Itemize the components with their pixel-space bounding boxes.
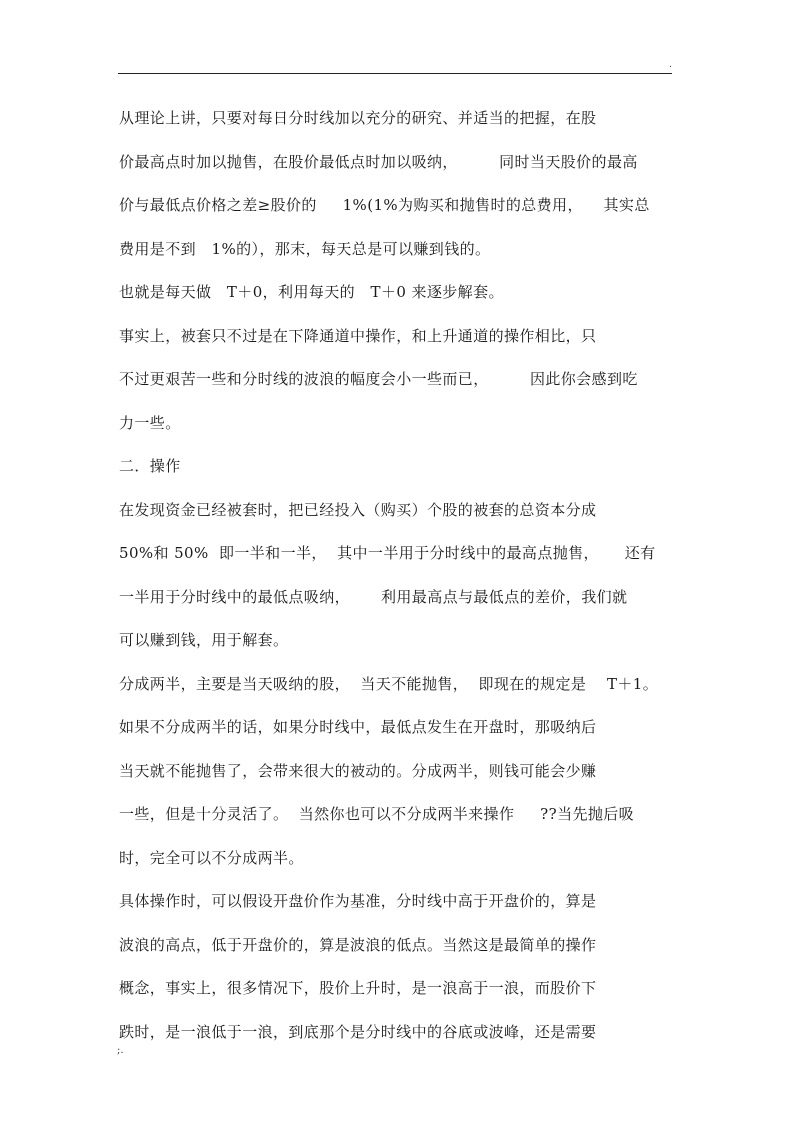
paragraph-line: 具体操作时，可以假设开盘价作为基准，分时线中高于开盘价的，算是 [119, 892, 597, 910]
section-heading: 二．操作 [119, 457, 181, 475]
paragraph-line: 时，完全可以不分成两半。 [119, 848, 304, 867]
paragraph-line: 价与最低点价格之差≥股价的 1%(1%为购买和抛售时的总费用， 其实总 [119, 196, 650, 214]
paragraph-line: 在发现资金已经被套时，把已经投入（购买）个股的被套的总资本分成 [119, 500, 597, 519]
paragraph-line: 事实上，被套只不过是在下降通道中操作，和上升通道的操作相比，只 [119, 326, 597, 345]
paragraph-line: 跌时，是一浪低于一浪，到底那个是分时线中的谷底或波峰，还是需要 [119, 1022, 597, 1041]
paragraph-line: 50%和 50% 即一半和一半， 其中一半用于分时线中的最高点抛售， 还有 [119, 544, 656, 562]
paragraph-line: 不过更艰苦一些和分时线的波浪的幅度会小一些而已， 因此你会感到吃 [119, 370, 638, 388]
paragraph-line: 价最高点时加以抛售，在股价最低点时加以吸纳， 同时当天股价的最高 [119, 152, 638, 171]
paragraph-line: 也就是每天做 T＋0，利用每天的 T＋0 来逐步解套。 [119, 283, 504, 301]
paragraph-line: 可以赚到钱，用于解套。 [119, 631, 289, 649]
document-body [119, 100, 675, 1057]
header-mark: . [669, 60, 672, 70]
paragraph-line: 概念，事实上，很多情况下，股价上升时，是一浪高于一浪，而股价下 [119, 979, 597, 997]
paragraph-line: 分成两半，主要是当天吸纳的股， 当天不能抛售， 即现在的规定是 T＋1。 [119, 674, 659, 693]
paragraph-line: 一半用于分时线中的最低点吸纳， 利用最高点与最低点的差价，我们就 [119, 587, 628, 606]
paragraph-line: 力一些。 [119, 413, 181, 432]
paragraph-line: 如果不分成两半的话，如果分时线中，最低点发生在开盘时，那吸纳后 [119, 718, 597, 736]
header-rule [118, 73, 672, 74]
paragraph-line: 一些，但是十分灵活了。 当然你也可以不分成两半来操作 ??当先抛后吸 [119, 805, 635, 823]
footer-mark: ;. [117, 1045, 124, 1056]
paragraph-line: 当天就不能抛售了，会带来很大的被动的。分成两半，则钱可能会少赚 [119, 761, 597, 780]
paragraph-line: 波浪的高点，低于开盘价的，算是波浪的低点。当然这是最简单的操作 [119, 935, 597, 954]
paragraph-line: 费用是不到 1%的），那末，每天总是可以赚到钱的。 [119, 239, 491, 258]
paragraph-line: 从理论上讲，只要对每日分时线加以充分的研究、并适当的把握，在股 [119, 109, 597, 127]
